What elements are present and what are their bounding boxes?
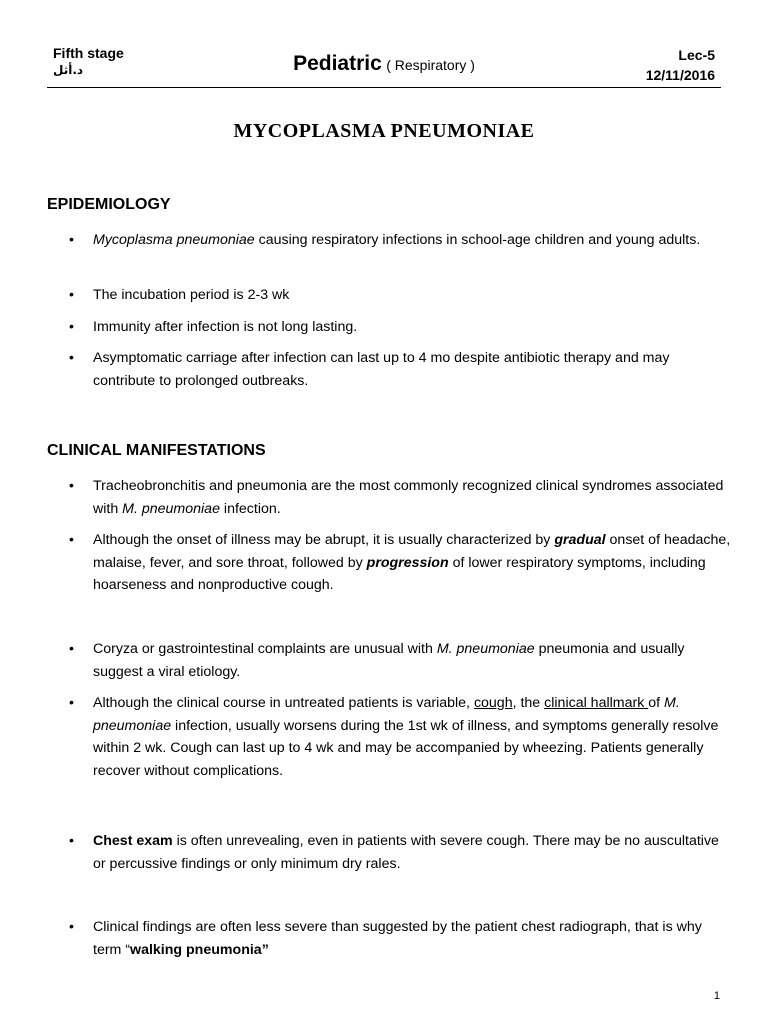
list-item: • Asymptomatic carriage after infection can last up to 4 mo despite antibiotic therapy and may contribute to prolonged outbreaks. [93, 347, 733, 392]
lecture-label: Lec-5 [678, 47, 715, 63]
italic-term: Mycoplasma pneumoniae [93, 232, 255, 248]
page-number: 1 [713, 990, 720, 1002]
section-heading-clinical: CLINICAL MANIFESTATIONS [47, 442, 266, 459]
list-item: • Chest exam is often unrevealing, even in patients with severe cough. There may be no auscultative or percussive findings or only minimum dry rales. [93, 830, 733, 875]
stage-label: Fifth stage [53, 45, 124, 61]
list-item: • Clinical findings are often less severe than suggested by the patient chest radiograph, that is why term “walking pneumonia” [93, 916, 733, 961]
author-label: د.أثل [53, 63, 84, 77]
document-title: MYCOPLASMA PNEUMONIAE [233, 120, 535, 142]
list-item: • The incubation period is 2-3 wk [93, 284, 733, 307]
list-item: • Although the onset of illness may be abrupt, it is usually characterized by gradual onset of headache, malaise, fever, and sore throat, followed by progression of lower respiratory symptoms, including hoarseness and nonproductive cough. [93, 529, 733, 597]
header-divider [47, 87, 721, 88]
list-item: • Although the clinical course in untreated patients is variable, cough, the clinical hallmark of M. pneumoniae infection, usually worsens during the 1st wk of illness, and symptoms generally resolve within 2 wk. Cough can last up to 4 wk and may be accompanied by wheezing. Patients generally recover without complications. [93, 692, 733, 782]
list-item: • Coryza or gastrointestinal complaints are unusual with M. pneumoniae pneumonia and usually suggest a viral etiology. [93, 638, 733, 683]
list-item: • Immunity after infection is not long lasting. [93, 316, 733, 339]
header-right [646, 45, 715, 85]
section-heading-epidemiology: EPIDEMIOLOGY [47, 196, 171, 213]
date-label: 12/11/2016 [645, 67, 715, 83]
course-title: Pediatric [293, 52, 382, 75]
course-subtitle: ( Respiratory ) [386, 57, 475, 73]
list-item: • Mycoplasma pneumoniae causing respiratory infections in school-age children and young adults. [93, 229, 733, 252]
list-item: • Tracheobronchitis and pneumonia are the most commonly recognized clinical syndromes associated with M. pneumoniae infection. [93, 475, 733, 520]
